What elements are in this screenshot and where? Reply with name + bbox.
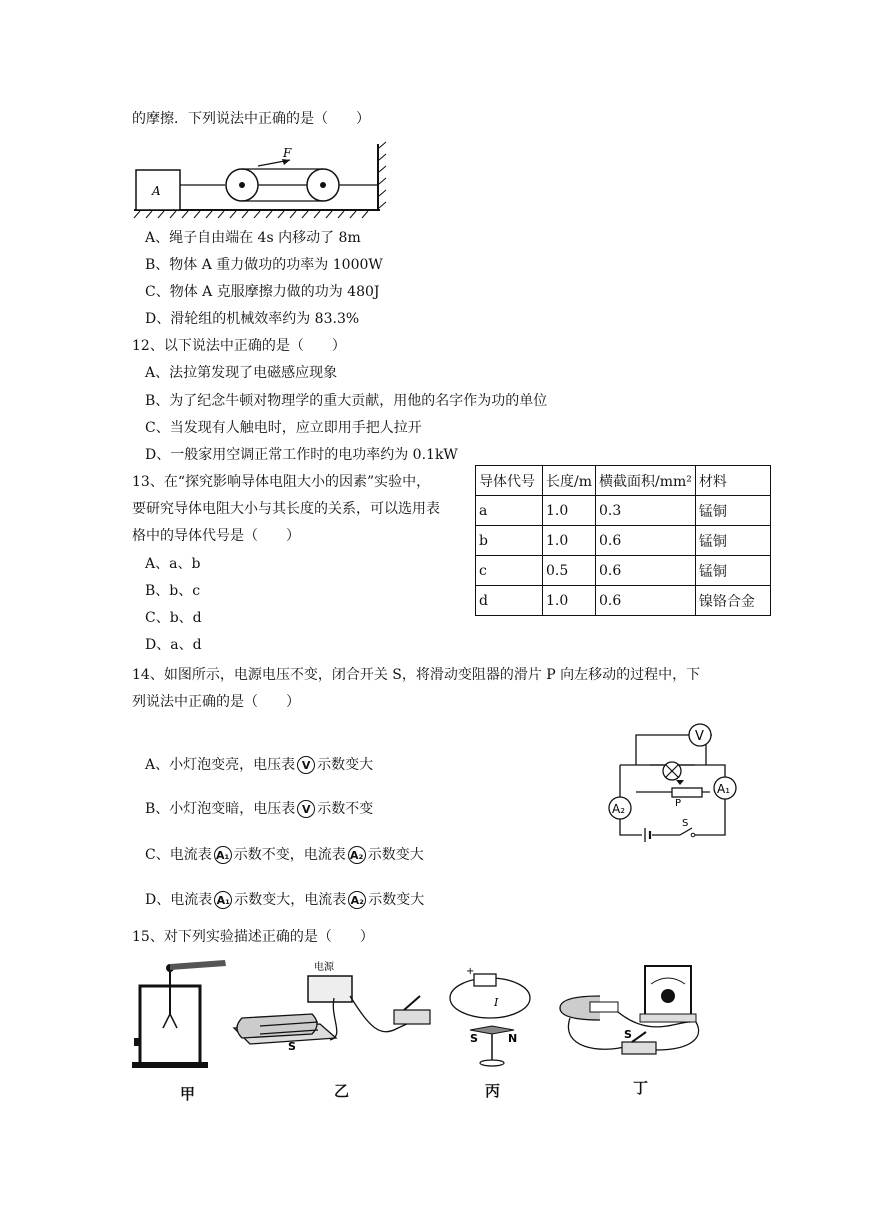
q12-option-b: B、为了纪念牛顿对物理学的重大贡献，用他的名字作为功的单位 [145, 393, 548, 409]
table-header-cell: 长度/m [543, 466, 596, 496]
q13-option-c: C、b、d [145, 610, 202, 626]
force-f-label: F [283, 146, 292, 160]
caption-jia: 甲 [180, 1085, 196, 1103]
table-row [476, 586, 771, 616]
option-text: D、电流表 [145, 892, 213, 908]
q14-circuit-diagram [600, 718, 750, 843]
q14-stem-line1: 14、如图所示，电源电压不变，闭合开关 S，将滑动变阻器的滑片 P 向左移动的过程中，下 [132, 667, 701, 683]
table-cell: c [476, 556, 543, 586]
option-text: C、电流表 [145, 847, 212, 863]
q14-option-d [145, 891, 424, 909]
q12-option-d: D、一般家用空调正常工作时的电功率约为 0.1kW [145, 447, 458, 463]
table-cell: 锰铜 [695, 556, 770, 586]
table-cell: 0.6 [596, 586, 696, 616]
q12-option-a: A、法拉第发现了电磁感应现象 [145, 365, 338, 381]
needle-s-label: S [470, 1032, 478, 1045]
rheostat-icon [672, 788, 702, 797]
table-row [476, 556, 771, 586]
table-row [476, 526, 771, 556]
table-header-cell: 导体代号 [476, 466, 543, 496]
q15-experiment-figures [130, 958, 730, 1078]
option-text: 示数变大 [317, 757, 374, 773]
q11-stem-tail: 的摩擦．下列说法中正确的是（ ） [132, 111, 370, 127]
ammeter-a1-icon: A₁ [214, 891, 232, 909]
q13-option-d: D、a、d [145, 637, 202, 653]
q14-stem-line2: 列说法中正确的是（ ） [132, 694, 300, 710]
q12-option-c: C、当发现有人触电时，应立即用手把人拉开 [145, 420, 422, 436]
q12-stem: 12、以下说法中正确的是（ ） [132, 338, 346, 354]
table-cell: 1.0 [543, 586, 596, 616]
option-text: 示数不变，电流表 [233, 847, 346, 863]
circuit-a2-label: A₂ [612, 802, 626, 816]
q11-option-b: B、物体 A 重力做功的功率为 1000W [145, 257, 383, 273]
q13-option-b: B、b、c [145, 583, 201, 599]
table-row [476, 496, 771, 526]
circuit-v-label: V [695, 729, 704, 744]
q14-option-c [145, 846, 424, 864]
power-supply-label: 电源 [314, 962, 334, 973]
q11-pulley-figure [130, 140, 390, 220]
table-cell: 镍铬合金 [695, 586, 770, 616]
caption-bing: 丙 [485, 1082, 501, 1100]
battery-plus-icon: + [466, 966, 475, 977]
q11-option-d: D、滑轮组的机械效率约为 83.3% [145, 311, 360, 327]
q14-option-b [145, 800, 373, 818]
switch-s-label: S [624, 1028, 632, 1041]
ammeter-a2-icon: A₂ [348, 846, 366, 864]
option-text: 示数变大 [367, 847, 424, 863]
table-cell: 0.6 [596, 556, 696, 586]
table-header-cell: 横截面积/mm² [596, 466, 696, 496]
needle-n-label: N [508, 1032, 518, 1045]
option-text: 示数变大 [368, 892, 425, 908]
electroscope-figure [132, 960, 226, 1068]
rail-magnet-figure [234, 960, 430, 1053]
rail-s-label: S [288, 1040, 296, 1053]
circuit-a1-label: A₁ [717, 782, 731, 796]
q15-stem: 15、对下列实验描述正确的是（ ） [132, 929, 374, 945]
voltmeter-v-icon: V [297, 800, 315, 818]
option-text: A、小灯泡变亮，电压表 [145, 757, 296, 773]
q14-option-a [145, 756, 373, 774]
block-a-label: A [152, 184, 161, 198]
table-cell: a [476, 496, 543, 526]
caption-ding: 丁 [633, 1079, 649, 1097]
table-header-row [476, 466, 771, 496]
table-cell: 1.0 [543, 496, 596, 526]
slider-p-label: P [675, 798, 682, 809]
conductor-table [475, 465, 771, 616]
table-cell: 1.0 [543, 526, 596, 556]
oersted-figure [450, 966, 530, 1066]
table-cell: b [476, 526, 543, 556]
table-cell: 0.5 [543, 556, 596, 586]
q13-stem-line1: 13、在“探究影响导体电阻大小的因素”实验中， [132, 474, 431, 490]
ammeter-a2-icon: A₂ [348, 891, 366, 909]
voltmeter-v-icon: V [297, 756, 315, 774]
table-cell: d [476, 586, 543, 616]
q13-stem-line3: 格中的导体代号是（ ） [132, 528, 300, 544]
q11-option-c: C、物体 A 克服摩擦力做的功为 480J [145, 284, 380, 300]
q13-option-a: A、a、b [145, 556, 201, 572]
table-cell: 0.3 [596, 496, 696, 526]
table-cell: 锰铜 [695, 496, 770, 526]
q13-stem-line2: 要研究导体电阻大小与其长度的关系，可以选用表 [132, 501, 440, 517]
galvanometer-figure [560, 966, 699, 1054]
option-text: 示数变大，电流表 [234, 892, 347, 908]
table-header-cell: 材料 [695, 466, 770, 496]
table-cell: 0.6 [596, 526, 696, 556]
current-i-label: I [494, 996, 499, 1009]
caption-yi: 乙 [334, 1082, 350, 1100]
q11-option-a: A、绳子自由端在 4s 内移动了 8m [145, 230, 361, 246]
option-text: B、小灯泡变暗，电压表 [145, 801, 296, 817]
switch-s-label: S [682, 818, 689, 829]
table-cell: 锰铜 [695, 526, 770, 556]
ammeter-a1-icon: A₁ [214, 846, 232, 864]
option-text: 示数不变 [317, 801, 374, 817]
